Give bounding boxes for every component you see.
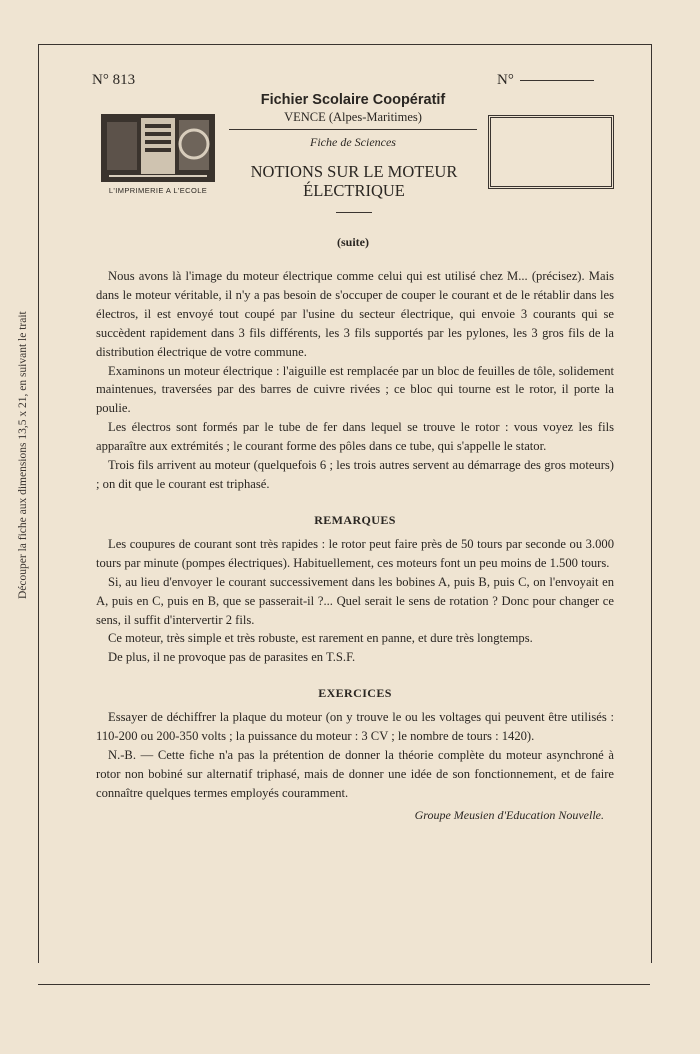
page-title-line1: NOTIONS SUR LE MOTEUR bbox=[250, 162, 458, 181]
press-engraving-icon bbox=[101, 114, 215, 182]
number-field-label: N° bbox=[497, 72, 514, 88]
stamp-box bbox=[488, 115, 614, 189]
paragraph: Les coupures de courant sont très rapides : le rotor peut faire près de 50 tours par seconde ou 3.000 tours par minute (pompes électriques). Habituellement, ces moteurs font un peu moins de 1.500 tours. bbox=[96, 536, 614, 570]
paragraph: Nous avons là l'image du moteur électrique comme celui qui est utilisé chez M... (précisez). Mais dans le moteur véritable, il n'y a pas besoin de s'occuper de couper le courant et de le rétablir dans les électros, il est envoyé tout coupé par l'usine du secteur électrique, qui envoie 3 courants qui se succèdent rapidement dans 3 fils différents, les 3 fils supportés par les pylones, les 3 gros fils de la distribution électrique de votre commune. bbox=[96, 269, 614, 359]
side-note: Découper la fiche aux dimensions 13,5 x 21, en suivant le trait bbox=[17, 311, 29, 599]
header-divider bbox=[229, 129, 477, 130]
fiche-type: Fiche de Sciences bbox=[310, 135, 396, 149]
header-title: Fichier Scolaire Coopératif bbox=[260, 92, 446, 108]
number-blank bbox=[520, 80, 594, 81]
header-subtitle: VENCE (Alpes-Maritimes) bbox=[284, 110, 422, 124]
paragraph: De plus, il ne provoque pas de parasites en T.S.F. bbox=[108, 650, 356, 665]
section-heading-remarques: REMARQUES bbox=[314, 512, 396, 527]
suite-label: (suite) bbox=[337, 235, 369, 249]
section-heading-exercices: EXERCICES bbox=[318, 686, 392, 701]
title-divider bbox=[336, 212, 372, 213]
paragraph: Examinons un moteur électrique : l'aiguille est remplacée par un bloc de feuilles de tôle, solidement maintenues, traversées par des barres de cuivre rivées ; ce bloc qui tourne est le rotor, il porte la poulie. bbox=[96, 363, 614, 416]
cut-line bbox=[38, 984, 650, 985]
paragraph: Les électros sont formés par le tube de fer dans lequel se trouve le rotor : vous voyez les fils apparaître aux extrémités ; le courant forme des pôles dans ce tube, qui s'appelle le stator. bbox=[96, 420, 614, 454]
document-body bbox=[96, 267, 614, 823]
paragraph: Ce moteur, très simple et très robuste, est rarement en panne, et dure très longtemps. bbox=[108, 631, 533, 646]
signature: Groupe Meusien d'Education Nouvelle. bbox=[414, 807, 604, 822]
number-field bbox=[497, 72, 594, 89]
printing-press-illustration bbox=[101, 114, 215, 182]
logo-caption: L'IMPRIMERIE A L'ECOLE bbox=[108, 186, 208, 195]
paragraph: Trois fils arrivent au moteur (quelquefois 6 ; les trois autres servent au démarrage des gros moteurs) ; on dit que le courant est triphasé. bbox=[96, 458, 614, 491]
paragraph: Essayer de déchiffrer la plaque du moteur (on y trouve le ou les voltages qui peuvent être utilisés : 110-200 ou 200-350 volts ; la puissance du moteur : 3 CV ; le nombre de tours : 1420). bbox=[96, 710, 614, 744]
page-title-line2: ÉLECTRIQUE bbox=[303, 181, 405, 200]
paragraph: Si, au lieu d'envoyer le courant successivement dans les bobines A, puis B, puis C, on l'envoyait en A, puis en C, puis en B, que se passerait-il ?... Quel serait le sens de rotation ? Donc pour changer ce sens, il suffit d'intervertir 2 fils. bbox=[96, 574, 614, 627]
fiche-number: N° 813 bbox=[92, 72, 136, 88]
paragraph: N.-B. — Cette fiche n'a pas la prétention de donner la théorie complète du moteur asynchroné à rotor non bobiné sur alternatif triphasé, mais de donner une idée de son fonctionnement, et de faire connaître quelques termes employés couramment. bbox=[96, 748, 614, 800]
page-title bbox=[224, 162, 484, 200]
